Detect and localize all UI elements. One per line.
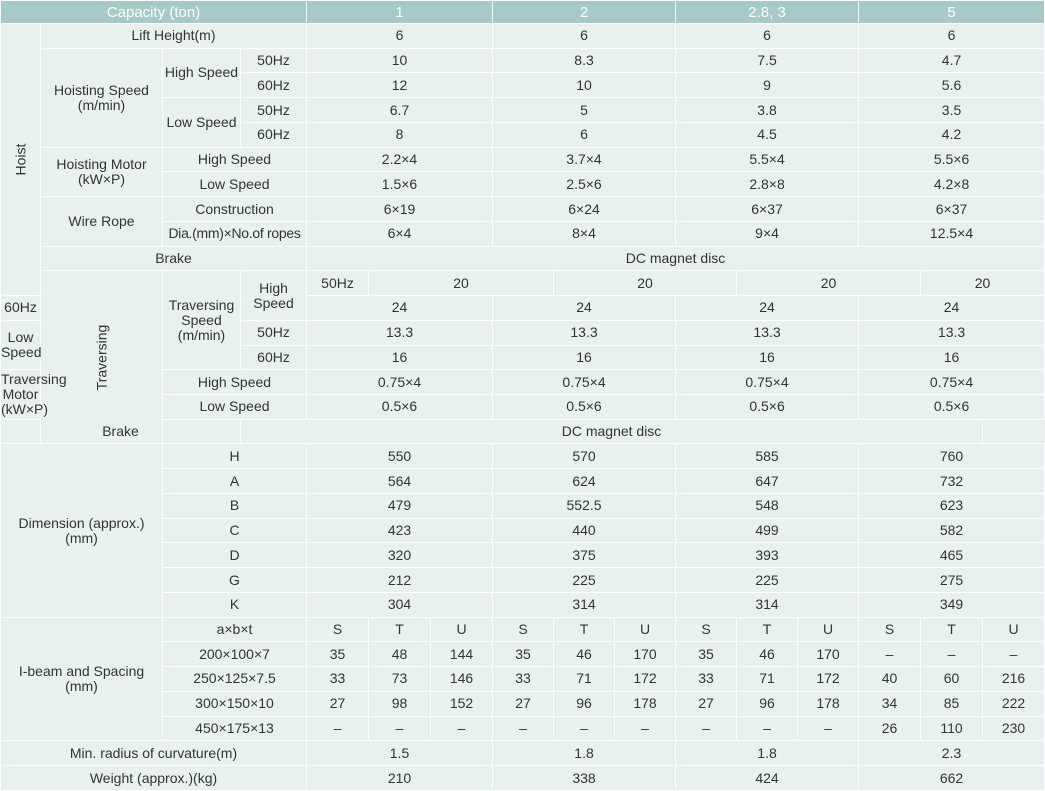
value-cell: 5.5×4	[676, 147, 859, 172]
value-cell: 178	[615, 691, 676, 716]
capacity-4: 5	[859, 1, 1045, 24]
ibeam-size: 250×125×7.5	[163, 667, 307, 692]
ibeam-col-header: T	[737, 617, 798, 642]
value-cell: 27	[307, 691, 369, 716]
hoisting-motor-row	[1, 147, 1045, 172]
value-cell: 570	[493, 444, 676, 469]
value-cell: 40	[859, 667, 921, 692]
value-cell: 6×4	[307, 221, 493, 246]
value-cell: 12	[307, 73, 493, 98]
value-cell: 9×4	[676, 221, 859, 246]
value-cell: 152	[431, 691, 493, 716]
value-cell: 4.2×8	[859, 172, 1045, 197]
value-cell: 8.3	[493, 48, 676, 73]
traversing-section-label: Traversing	[93, 324, 109, 391]
value-cell: 760	[859, 444, 1045, 469]
capacity-1: 1	[307, 1, 493, 24]
value-cell: 424	[676, 766, 859, 791]
value-cell: 13.3	[676, 320, 859, 345]
value-cell: 6	[676, 24, 859, 49]
value-cell: –	[983, 642, 1045, 667]
dimension-label: Dimension (approx.) (mm)	[1, 444, 163, 617]
dim-key: H	[163, 444, 307, 469]
value-cell: 479	[307, 493, 493, 518]
value-cell: 0.5×6	[307, 395, 493, 420]
header-row	[1, 1, 1045, 24]
wire-rope-row	[1, 197, 1045, 222]
low-speed-label: Low Speed	[163, 98, 241, 147]
value-cell: 1.8	[676, 741, 859, 766]
value-cell: 1.5	[307, 741, 493, 766]
value-cell: 46	[737, 642, 798, 667]
value-cell: 0.75×4	[859, 370, 1045, 395]
value-cell: 10	[493, 73, 676, 98]
value-cell: 35	[676, 642, 737, 667]
value-cell: 349	[859, 592, 1045, 617]
value-cell: –	[676, 716, 737, 741]
value-cell: 338	[493, 766, 676, 791]
value-cell: 98	[369, 691, 431, 716]
value-cell: 6×19	[307, 197, 493, 222]
freq-label: 50Hz	[241, 320, 307, 345]
high-speed-label: High Speed	[163, 48, 241, 97]
value-cell: 0.5×6	[676, 395, 859, 420]
value-cell: 16	[676, 345, 859, 370]
weight-row	[1, 766, 1045, 791]
dim-key: C	[163, 518, 307, 543]
traversing-section-cell	[41, 271, 163, 444]
value-cell: 3.8	[676, 98, 859, 123]
value-cell: 0.75×4	[676, 370, 859, 395]
row-label: Weight (approx.)(kg)	[1, 766, 307, 791]
value-cell: 33	[676, 667, 737, 692]
traversing-motor-label: Traversing Motor (kW×P)	[1, 370, 41, 419]
dimension-row	[1, 444, 1045, 469]
value-cell: 5.6	[859, 73, 1045, 98]
value-cell: 230	[983, 716, 1045, 741]
sub-label: Low Speed	[163, 395, 307, 420]
value-cell: 1.5×6	[307, 172, 493, 197]
value-cell: 624	[493, 469, 676, 494]
value-cell: 6	[493, 24, 676, 49]
sub-label: Construction	[163, 197, 307, 222]
value-cell: 662	[859, 766, 1045, 791]
value-cell: 623	[859, 493, 1045, 518]
value-cell: 6	[493, 122, 676, 147]
value-cell: 3.7×4	[493, 147, 676, 172]
ibeam-size: 300×150×10	[163, 691, 307, 716]
ibeam-col-header: U	[431, 617, 493, 642]
value-cell: 35	[307, 642, 369, 667]
brake-label: Brake	[41, 246, 307, 271]
value-cell: 499	[676, 518, 859, 543]
ibeam-col-header: T	[369, 617, 431, 642]
value-cell: 85	[921, 691, 983, 716]
value-cell: 225	[493, 568, 676, 593]
ibeam-col-header: S	[307, 617, 369, 642]
freq-label: 60Hz	[241, 73, 307, 98]
value-cell: 7.5	[676, 48, 859, 73]
value-cell: 20	[921, 271, 1045, 296]
value-cell: 24	[307, 296, 493, 321]
value-cell: 0.5×6	[859, 395, 1045, 420]
value-cell: 375	[493, 543, 676, 568]
value-cell: 440	[493, 518, 676, 543]
brake-value: DC magnet disc	[241, 419, 983, 444]
value-cell: 2.3	[859, 741, 1045, 766]
value-cell: 27	[676, 691, 737, 716]
ibeam-size: 450×175×13	[163, 716, 307, 741]
freq-label: 60Hz	[1, 296, 41, 321]
ibeam-size-header: a×b×t	[163, 617, 307, 642]
ibeam-label: I-beam and Spacing (mm)	[1, 617, 163, 741]
hoisting-speed-label: Hoisting Speed (m/min)	[41, 48, 163, 147]
hoist-section-cell	[1, 24, 41, 296]
hoist-section-label: Hoist	[12, 143, 28, 176]
value-cell: 170	[615, 642, 676, 667]
value-cell: 144	[431, 642, 493, 667]
value-cell: 73	[369, 667, 431, 692]
value-cell: –	[921, 642, 983, 667]
value-cell: 0.5×6	[493, 395, 676, 420]
dim-key: B	[163, 493, 307, 518]
value-cell: 26	[859, 716, 921, 741]
dim-key: G	[163, 568, 307, 593]
value-cell: 6	[859, 24, 1045, 49]
wire-rope-label: Wire Rope	[41, 197, 163, 246]
value-cell: 24	[493, 296, 676, 321]
ibeam-header-row	[1, 617, 1045, 642]
value-cell: 275	[859, 568, 1045, 593]
value-cell: 96	[737, 691, 798, 716]
value-cell: 552.5	[493, 493, 676, 518]
value-cell: 5.5×6	[859, 147, 1045, 172]
value-cell: 8×4	[493, 221, 676, 246]
min-radius-row	[1, 741, 1045, 766]
hoisting-speed-row	[1, 48, 1045, 73]
ibeam-col-header: T	[554, 617, 615, 642]
value-cell: 393	[676, 543, 859, 568]
value-cell: 548	[676, 493, 859, 518]
capacity-label: Capacity (ton)	[1, 1, 307, 24]
value-cell: 13.3	[859, 320, 1045, 345]
dim-key: D	[163, 543, 307, 568]
traversing-brake-row	[1, 419, 1045, 444]
value-cell: 110	[921, 716, 983, 741]
value-cell: 4.7	[859, 48, 1045, 73]
value-cell: 2.2×4	[307, 147, 493, 172]
freq-label: 60Hz	[241, 122, 307, 147]
lift-height-row	[1, 24, 1045, 49]
row-label: Lift Height(m)	[41, 24, 307, 49]
value-cell: 585	[676, 444, 859, 469]
value-cell: –	[554, 716, 615, 741]
value-cell: 582	[859, 518, 1045, 543]
value-cell: 6×24	[493, 197, 676, 222]
value-cell: 2.8×8	[676, 172, 859, 197]
ibeam-size: 200×100×7	[163, 642, 307, 667]
traversing-speed-label: Traversing Speed (m/min)	[163, 271, 241, 370]
value-cell: –	[431, 716, 493, 741]
value-cell: 4.2	[859, 122, 1045, 147]
freq-label: 50Hz	[241, 48, 307, 73]
value-cell: 222	[983, 691, 1045, 716]
value-cell: 71	[554, 667, 615, 692]
value-cell: 46	[554, 642, 615, 667]
freq-label: 50Hz	[307, 271, 369, 296]
value-cell: –	[737, 716, 798, 741]
value-cell: 3.5	[859, 98, 1045, 123]
value-cell: 0.75×4	[493, 370, 676, 395]
value-cell: 314	[493, 592, 676, 617]
value-cell: 1.8	[493, 741, 676, 766]
dim-key: A	[163, 469, 307, 494]
value-cell: 647	[676, 469, 859, 494]
value-cell: 20	[737, 271, 921, 296]
value-cell: 96	[554, 691, 615, 716]
brake-value: DC magnet disc	[307, 246, 1045, 271]
value-cell: 178	[798, 691, 859, 716]
value-cell: 172	[798, 667, 859, 692]
value-cell: 20	[554, 271, 737, 296]
value-cell: 16	[493, 345, 676, 370]
value-cell: 4.5	[676, 122, 859, 147]
value-cell: –	[859, 642, 921, 667]
value-cell: 314	[676, 592, 859, 617]
value-cell: 71	[737, 667, 798, 692]
freq-label: 60Hz	[241, 345, 307, 370]
value-cell: 48	[369, 642, 431, 667]
value-cell: 2.5×6	[493, 172, 676, 197]
ibeam-col-header: U	[798, 617, 859, 642]
value-cell: 13.3	[307, 320, 493, 345]
hoist-brake-row	[1, 246, 1045, 271]
value-cell: 564	[307, 469, 493, 494]
traversing-speed-row	[1, 271, 1045, 296]
value-cell: –	[307, 716, 369, 741]
value-cell: 34	[859, 691, 921, 716]
ibeam-col-header: S	[493, 617, 554, 642]
value-cell: 6×37	[676, 197, 859, 222]
value-cell: 24	[859, 296, 1045, 321]
value-cell: 35	[493, 642, 554, 667]
value-cell: 33	[493, 667, 554, 692]
value-cell: 20	[369, 271, 554, 296]
value-cell: –	[615, 716, 676, 741]
value-cell: 10	[307, 48, 493, 73]
value-cell: 6×37	[859, 197, 1045, 222]
value-cell: –	[493, 716, 554, 741]
capacity-2: 2	[493, 1, 676, 24]
value-cell: 13.3	[493, 320, 676, 345]
capacity-3: 2.8, 3	[676, 1, 859, 24]
value-cell: 320	[307, 543, 493, 568]
value-cell: 16	[859, 345, 1045, 370]
value-cell: 60	[921, 667, 983, 692]
value-cell: 550	[307, 444, 493, 469]
dim-key: K	[163, 592, 307, 617]
value-cell: 0.75×4	[307, 370, 493, 395]
value-cell: 210	[307, 766, 493, 791]
value-cell: 9	[676, 73, 859, 98]
brake-label: Brake	[1, 419, 241, 444]
value-cell: 6	[307, 24, 493, 49]
value-cell: 6.7	[307, 98, 493, 123]
value-cell: –	[369, 716, 431, 741]
value-cell: 5	[493, 98, 676, 123]
value-cell: 225	[676, 568, 859, 593]
value-cell: 33	[307, 667, 369, 692]
value-cell: 24	[676, 296, 859, 321]
ibeam-col-header: S	[859, 617, 921, 642]
high-speed-label: High Speed	[241, 271, 307, 320]
sub-label: Low Speed	[163, 172, 307, 197]
value-cell: 27	[493, 691, 554, 716]
sub-label: High Speed	[163, 370, 307, 395]
low-speed-label: Low Speed	[1, 320, 41, 369]
value-cell: 146	[431, 667, 493, 692]
value-cell: 172	[615, 667, 676, 692]
ibeam-col-header: S	[676, 617, 737, 642]
value-cell: 212	[307, 568, 493, 593]
value-cell: 16	[307, 345, 493, 370]
sub-label: High Speed	[163, 147, 307, 172]
value-cell: 423	[307, 518, 493, 543]
value-cell: 216	[983, 667, 1045, 692]
row-label: Min. radius of curvature(m)	[1, 741, 307, 766]
sub-label: Dia.(mm)×No.of ropes	[163, 221, 307, 246]
value-cell: 304	[307, 592, 493, 617]
ibeam-col-header: U	[615, 617, 676, 642]
value-cell: 8	[307, 122, 493, 147]
value-cell: 732	[859, 469, 1045, 494]
freq-label: 50Hz	[241, 98, 307, 123]
ibeam-col-header: U	[983, 617, 1045, 642]
value-cell: 170	[798, 642, 859, 667]
value-cell: –	[798, 716, 859, 741]
hoisting-motor-label: Hoisting Motor (kW×P)	[41, 147, 163, 196]
value-cell: 12.5×4	[859, 221, 1045, 246]
value-cell: 465	[859, 543, 1045, 568]
ibeam-col-header: T	[921, 617, 983, 642]
